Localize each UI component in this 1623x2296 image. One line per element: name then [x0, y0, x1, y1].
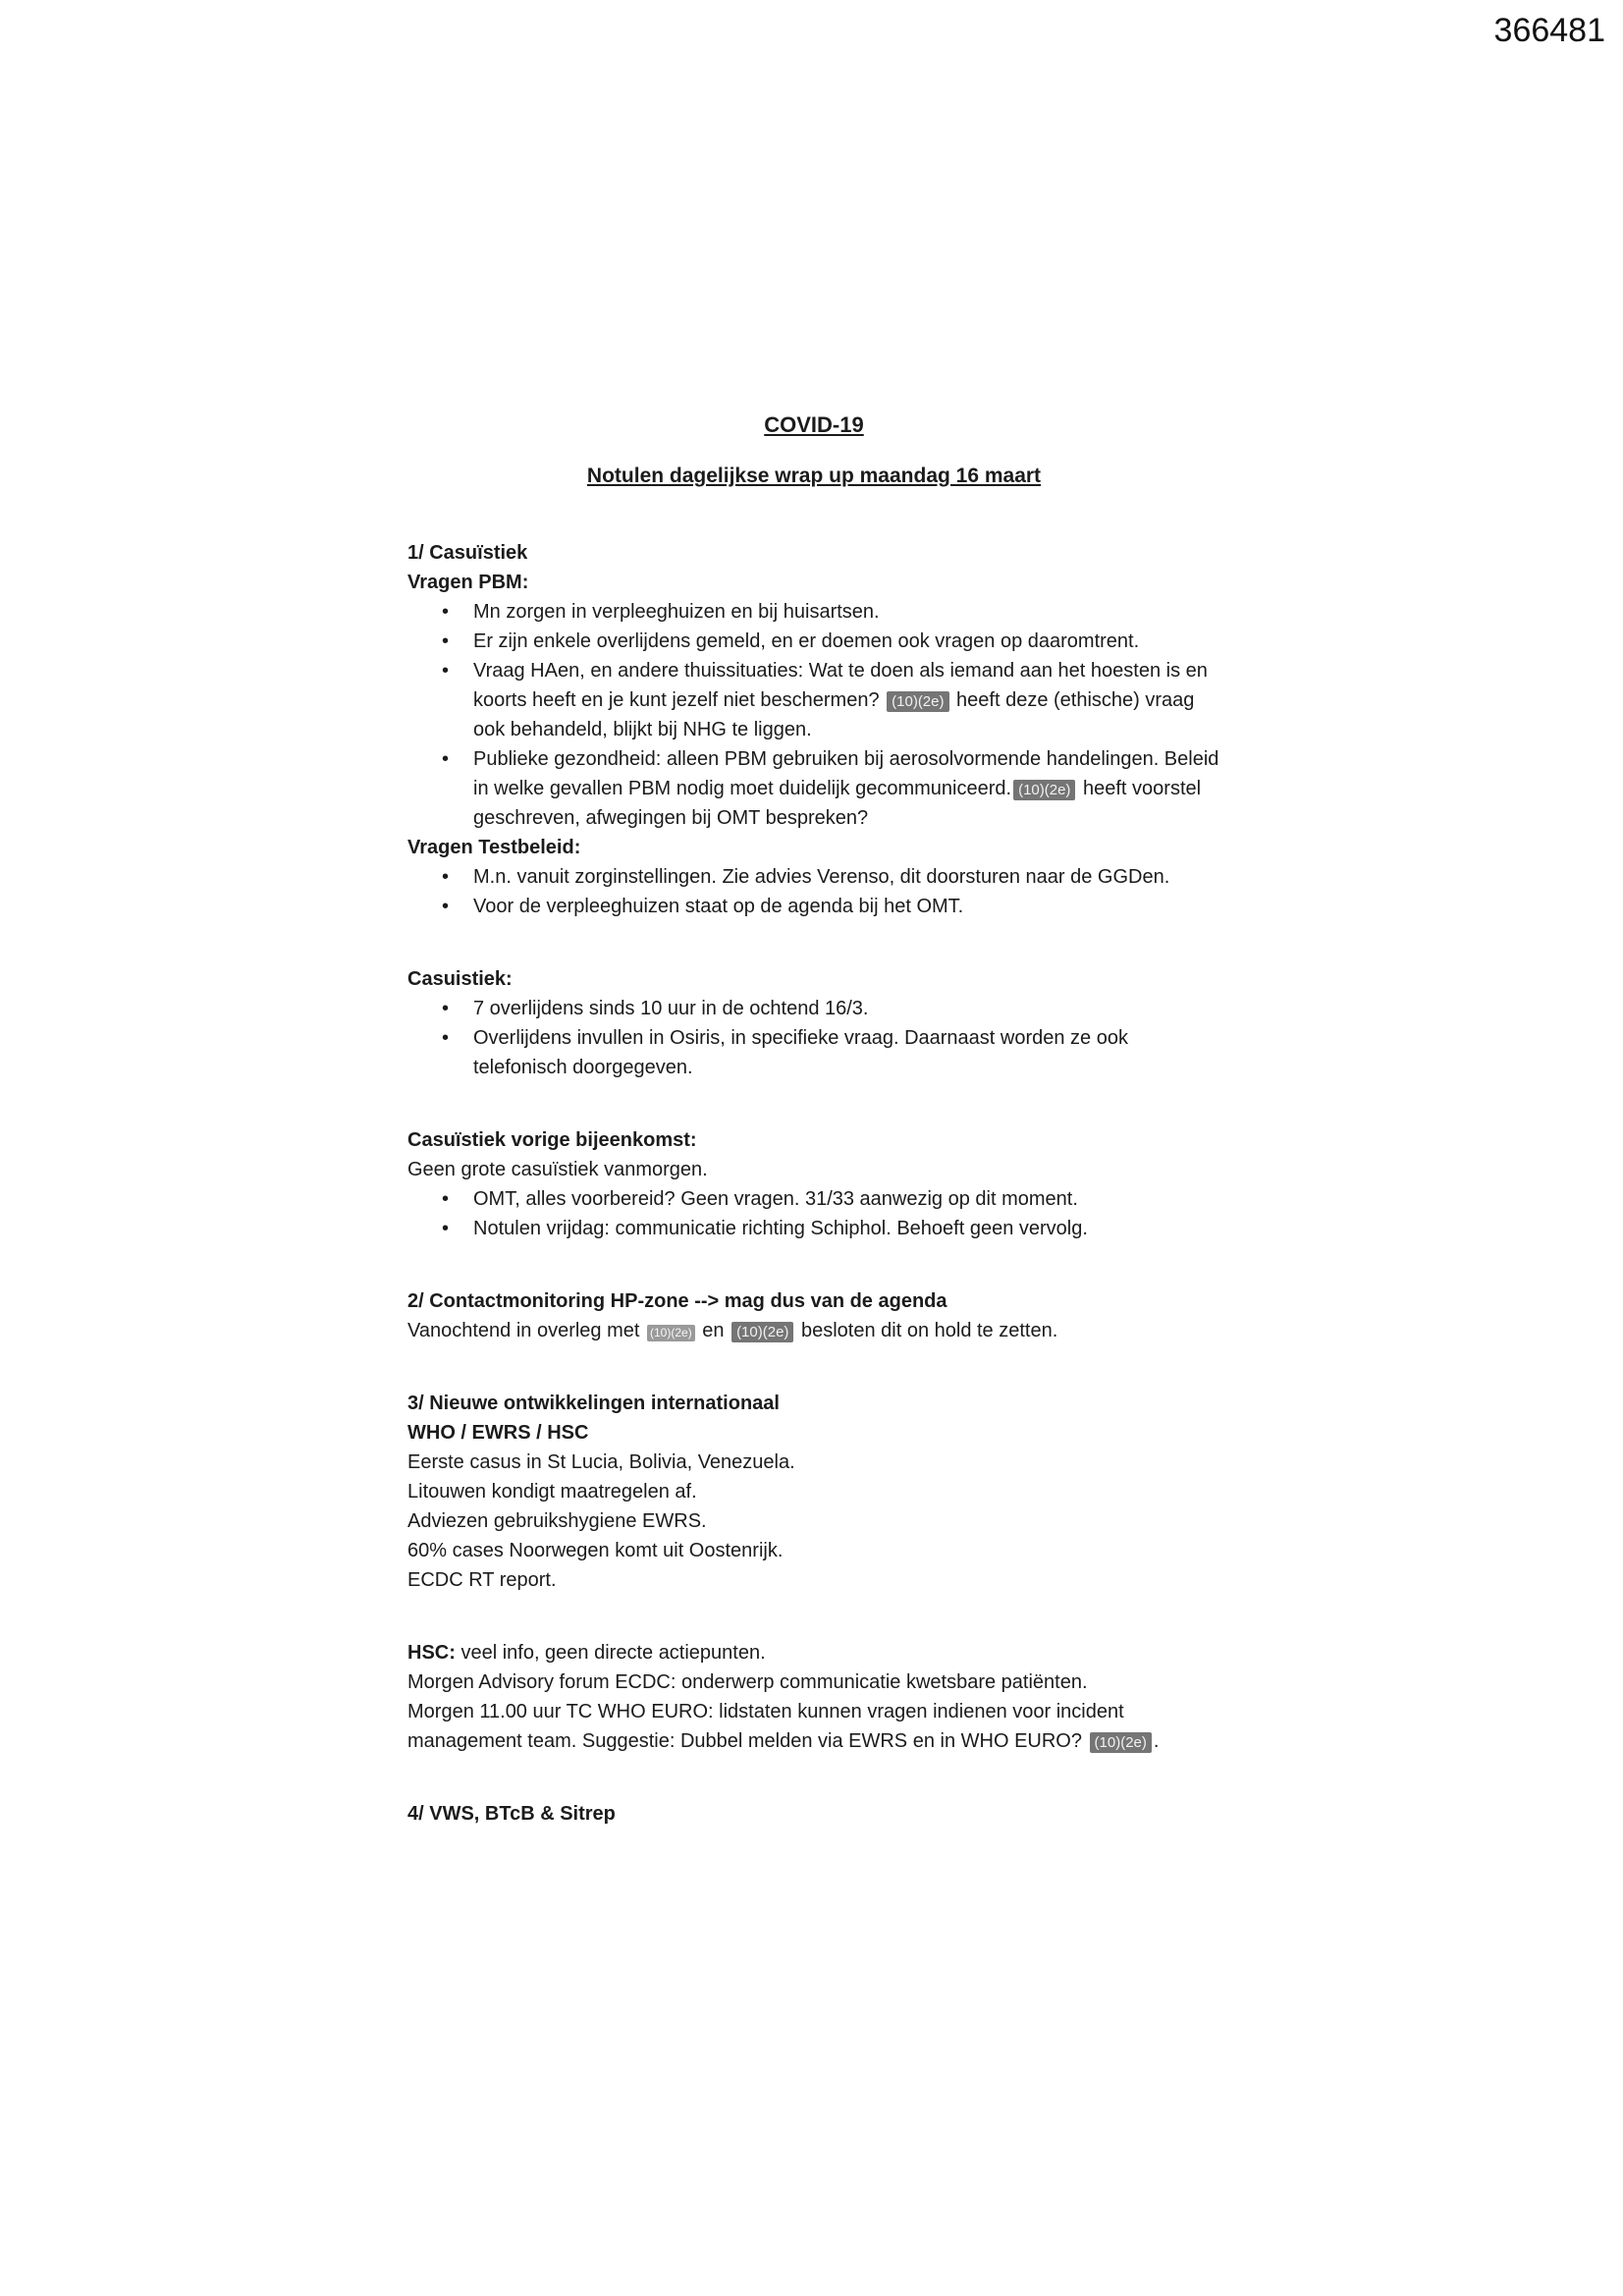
text-segment: heeft voorstel geschreven, afwegingen bij OMT bespreken?: [473, 778, 1202, 829]
bullet-item: [407, 862, 1220, 892]
paragraph: [407, 1477, 1220, 1506]
bullet-icon: •: [442, 998, 450, 1019]
text-segment: M.n. vanuit zorginstellingen. Zie advies Verenso, dit doorsturen naar de GGDen.: [473, 866, 1170, 888]
bullet-item: [407, 1184, 1220, 1214]
text-segment: Eerste casus in St Lucia, Bolivia, Venezuela.: [407, 1451, 795, 1473]
text-segment: heeft deze (ethische) vraag ook behandeld, blijkt bij NHG te liggen.: [473, 689, 1195, 740]
document-number: 366481: [1493, 12, 1605, 49]
bullet-item: [407, 1023, 1220, 1082]
section-heading: [407, 568, 1220, 597]
text-segment: Overlijdens invullen in Osiris, in specifieke vraag. Daarnaast worden ze ook telefonisch doorgegeven.: [473, 1027, 1128, 1078]
paragraph: [407, 1697, 1220, 1756]
bullet-text: [473, 597, 1220, 627]
bullet-text: [473, 1023, 1220, 1082]
document-body: [407, 410, 1220, 1829]
text-segment: Publieke gezondheid: alleen PBM gebruiken bij aerosolvormende handelingen. Beleid in welke gevallen PBM nodig moet duidelijk gecommuniceerd.: [473, 748, 1219, 799]
paragraph: [407, 1155, 1220, 1184]
text-segment: Notulen vrijdag: communicatie richting Schiphol. Behoeft geen vervolg.: [473, 1218, 1088, 1239]
section-heading: [407, 964, 1220, 994]
text-segment: Vraag HAen, en andere thuissituaties: Wat te doen als iemand aan het hoesten is en koorts heeft en je kunt jezelf niet beschermen?: [473, 660, 1208, 711]
text-segment: ECDC RT report.: [407, 1569, 557, 1591]
bullet-item: [407, 627, 1220, 656]
text-segment: en: [696, 1320, 730, 1341]
spacer: [407, 1243, 1220, 1286]
redaction-box: (10)(2e): [647, 1325, 695, 1341]
spacer: [407, 1756, 1220, 1799]
text-segment: 7 overlijdens sinds 10 uur in de ochtend 16/3.: [473, 998, 869, 1019]
spacer: [407, 1595, 1220, 1638]
paragraph: [407, 1638, 1220, 1667]
redaction-box: (10)(2e): [1013, 780, 1075, 800]
paragraph: [407, 1536, 1220, 1565]
text-segment: Mn zorgen in verpleeghuizen en bij huisartsen.: [473, 601, 880, 623]
text-segment: Geen grote casuïstiek vanmorgen.: [407, 1159, 708, 1180]
text-segment: Casuïstiek vorige bijeenkomst:: [407, 1129, 697, 1151]
bullet-icon: •: [442, 896, 450, 917]
bullet-icon: •: [442, 866, 450, 888]
text-segment: 2/ Contactmonitoring HP-zone --> mag dus van de agenda: [407, 1290, 947, 1312]
redaction-box: (10)(2e): [887, 691, 948, 712]
text-segment: Vanochtend in overleg met: [407, 1320, 646, 1341]
bullet-icon: •: [442, 748, 450, 770]
text-segment: besloten dit on hold te zetten.: [795, 1320, 1058, 1341]
paragraph: [407, 1667, 1220, 1697]
document-subtitle: Notulen dagelijkse wrap up maandag 16 maart: [586, 465, 1042, 487]
paragraph: [407, 1316, 1220, 1345]
text-segment: Casuistiek:: [407, 968, 513, 990]
section-heading: [407, 538, 1220, 568]
text-segment: Morgen Advisory forum ECDC: onderwerp communicatie kwetsbare patiënten.: [407, 1671, 1088, 1693]
bullet-item: [407, 994, 1220, 1023]
text-segment: veel info, geen directe actiepunten.: [455, 1642, 766, 1664]
bullet-item: [407, 597, 1220, 627]
bullet-icon: •: [442, 630, 450, 652]
bullet-icon: •: [442, 1218, 450, 1239]
bullet-item: [407, 656, 1220, 744]
bullet-text: [473, 744, 1220, 833]
text-segment: Vragen PBM:: [407, 572, 529, 593]
document-blocks: [407, 538, 1220, 1829]
text-segment: .: [1153, 1730, 1160, 1752]
bullet-text: [473, 994, 1220, 1023]
text-segment: Morgen 11.00 uur TC WHO EURO: lidstaten kunnen vragen indienen voor incident management team. Suggestie: Dubbel melden via EWRS en in WHO EURO?: [407, 1701, 1124, 1752]
bullet-text: [473, 656, 1220, 744]
spacer: [407, 1082, 1220, 1125]
bullet-icon: •: [442, 660, 450, 682]
spacer: [407, 1345, 1220, 1389]
bullet-icon: •: [442, 601, 450, 623]
text-segment: Vragen Testbeleid:: [407, 837, 581, 858]
section-heading: [407, 833, 1220, 862]
text-segment: 4/ VWS, BTcB & Sitrep: [407, 1803, 616, 1825]
bullet-item: [407, 892, 1220, 921]
bullet-item: [407, 1214, 1220, 1243]
bullet-icon: •: [442, 1188, 450, 1210]
spacer: [407, 921, 1220, 964]
section-heading: [407, 1125, 1220, 1155]
text-segment: Adviezen gebruikshygiene EWRS.: [407, 1510, 707, 1532]
text-segment: 3/ Nieuwe ontwikkelingen internationaal: [407, 1393, 780, 1414]
text-segment: 1/ Casuïstiek: [407, 542, 528, 564]
document-title: COVID-19: [764, 412, 864, 437]
bullet-text: [473, 862, 1220, 892]
section-heading: [407, 1389, 1220, 1418]
bullet-text: [473, 892, 1220, 921]
paragraph: [407, 1506, 1220, 1536]
section-heading: [407, 1799, 1220, 1829]
paragraph: [407, 1565, 1220, 1595]
bullet-text: [473, 627, 1220, 656]
bullet-text: [473, 1184, 1220, 1214]
text-segment: Er zijn enkele overlijdens gemeld, en er doemen ook vragen op daaromtrent.: [473, 630, 1140, 652]
text-segment: Voor de verpleeghuizen staat op de agenda bij het OMT.: [473, 896, 964, 917]
bullet-item: [407, 744, 1220, 833]
bullet-text: [473, 1214, 1220, 1243]
section-heading: [407, 1286, 1220, 1316]
paragraph: [407, 1448, 1220, 1477]
redaction-box: (10)(2e): [731, 1322, 793, 1342]
redaction-box: (10)(2e): [1090, 1732, 1152, 1753]
text-segment: 60% cases Noorwegen komt uit Oostenrijk.: [407, 1540, 784, 1561]
text-segment: OMT, alles voorbereid? Geen vragen. 31/33 aanwezig op dit moment.: [473, 1188, 1078, 1210]
text-segment: Litouwen kondigt maatregelen af.: [407, 1481, 697, 1503]
text-segment: HSC:: [407, 1642, 456, 1664]
text-segment: WHO / EWRS / HSC: [407, 1422, 589, 1444]
bullet-icon: •: [442, 1027, 450, 1049]
section-heading: [407, 1418, 1220, 1448]
